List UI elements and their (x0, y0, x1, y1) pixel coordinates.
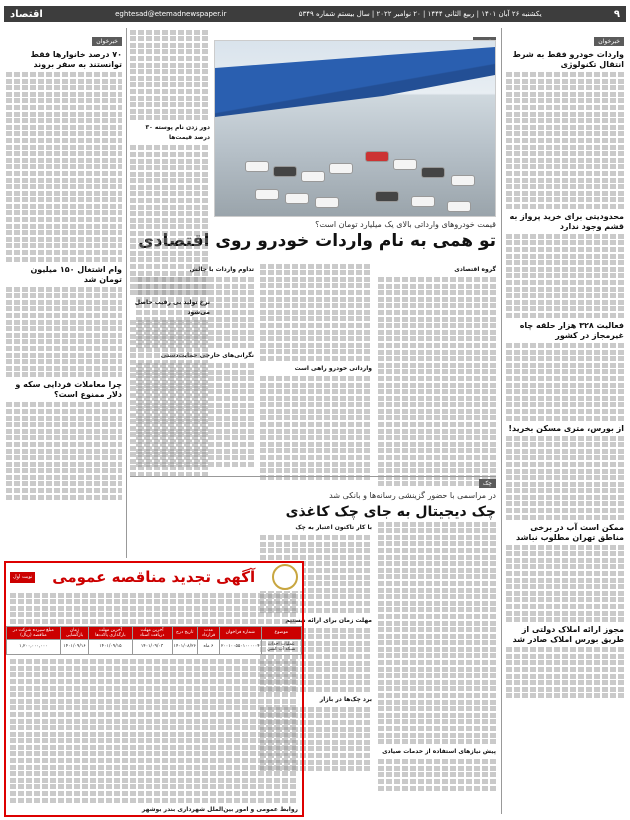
story-title: محدودیتی برای خرید پرواز به قشم وجود ندارد (509, 211, 624, 231)
story-body (506, 343, 624, 421)
kicker: قیمت خودروهای وارداتی بالای یک میلیارد تومان است؟ (315, 220, 496, 229)
table-cell: ۱۴۰۱/۰۹/۰۳ (132, 639, 172, 654)
subhead: گروه اقتصادی (454, 266, 496, 273)
cargo-ship-image (215, 47, 495, 117)
date-line: یکشنبه ۲۶ آبان ۱۴۰۱ | ربیع الثانی ۱۴۴۴ | ۲۰ نوامبر ۲۰۲۲ | سال بیستم شماره ۵۳۴۹ (298, 10, 542, 18)
car-image (329, 163, 353, 174)
table-header: موضوع (261, 626, 301, 639)
headline: تو همی به نام واردات خودرو روی اقتصادی (138, 231, 496, 251)
headline: چک دیجیتال به جای چک کاغذی (285, 504, 496, 520)
table-header: آخرین مهلت بارگذاری پاکت‌ها (89, 626, 132, 639)
car-image (245, 161, 269, 172)
story-title: مجوز ارائه املاک دولتی از طریق بورس املاک صادر شد (512, 625, 624, 645)
car-image (285, 193, 309, 204)
story-title: فعالیت ۳۲۸ هزار حلقه چاه غیرمجاز در کشور (519, 321, 624, 340)
ad-footer: روابط عمومی و امور بین‌الملل شهرداری بندر بوشهر (141, 806, 298, 814)
tender-advertisement (4, 561, 304, 817)
table-cell: ۱۴۰۱/۰۸/۲۶ (172, 639, 197, 654)
story-title: چرا معاملات فردایی سکه و دلار ممنوع است؟ (15, 380, 122, 400)
kicker: در مراسمی با حضور گزینشی رسانه‌ها و بانکی شد (329, 491, 496, 500)
car-image (375, 191, 399, 202)
column-label: خبرخوان (92, 37, 122, 46)
subhead: پیش نیازهای استفاده از خدمات صیادی (382, 748, 496, 756)
story-title: ممکن است آب در برخی مناطق تهران مطلوب نباشد (516, 522, 624, 542)
story-body (506, 647, 624, 698)
table-header: آخرین مهلت دریافت اسناد (132, 626, 172, 639)
main-text-col-2 (260, 262, 372, 481)
tender-table (6, 626, 302, 655)
section-title: اقتصاد (10, 8, 43, 20)
car-image (301, 171, 325, 182)
car-image (273, 166, 297, 177)
ad-title: آگهی تجدید مناقصه عمومی (52, 568, 256, 586)
story-title: واردات خودرو فقط به شرط انتقال تکنولوژی (512, 50, 624, 69)
car-image (411, 196, 435, 207)
ad-badge: نوبت اول (10, 572, 35, 583)
main-text-col-1 (378, 262, 496, 488)
story-body (506, 436, 624, 520)
table-header: زمان بازگشایی (60, 626, 88, 639)
car-image (447, 201, 471, 212)
table-cell: ۶ ماه (197, 639, 219, 654)
column-divider (126, 28, 127, 558)
story-body (506, 72, 624, 209)
ad-terms (6, 655, 302, 803)
ad-header (6, 563, 302, 591)
cheque-story (212, 470, 496, 524)
subhead: دور زدن نام پوسته ۳۰ درصد قیمت‌ها (145, 124, 210, 142)
subhead: وارداتی خودرو راهی است (294, 364, 372, 372)
story-title: ۷۰ درصد خانوارها فقط توانستند به سفر بروند (30, 50, 122, 69)
car-image (365, 151, 389, 162)
subhead: مهلت زمان برای ارائه نیستیم (285, 616, 372, 624)
table-header: مبلغ سپرده شرکت در مناقصه (ریال) (7, 626, 61, 639)
table-header: مدت قرارداد (197, 626, 219, 639)
left-column (6, 28, 122, 501)
subhead: تداوم واردات با چالش (189, 266, 254, 273)
car-image (451, 175, 475, 186)
story-title: از بورس، متری مسکن بخرید! (508, 423, 624, 433)
subhead: نرخ تولید بی رقیب حاصل می‌شود (134, 299, 210, 317)
table-cell: عملیات احداث شبکه آب کشی (261, 639, 301, 654)
column-label: خبرخوان (594, 37, 624, 46)
subhead: نگرانی‌های خارجی حمایت‌دستی (160, 351, 254, 359)
main-text-col-4 (130, 28, 210, 479)
table-cell: ۱۴۰۱/۰۹/۱۵ (89, 639, 132, 654)
header-bar (4, 6, 626, 22)
section-label: چک (479, 479, 496, 488)
table-row (7, 639, 302, 654)
column-divider (501, 28, 502, 814)
story-title: وام اشتغال ۱۵۰ میلیون تومان شد (30, 264, 122, 284)
story-body (506, 545, 624, 623)
table-header: شماره فراخوان (219, 626, 261, 639)
table-cell: ۱۴۰۱/۰۹/۱۶ (60, 639, 88, 654)
car-image (255, 189, 279, 200)
car-image (315, 197, 339, 208)
car-image (393, 159, 417, 170)
page-number: ۹ (613, 8, 620, 20)
story-body (506, 234, 624, 318)
car-shipment-photo (214, 40, 496, 217)
subhead: برد چک‌ها در بازار (319, 695, 372, 703)
car-image (421, 167, 445, 178)
table-cell: ۲۰۰۱۰۰۵۵۰۱۰۰۰۰۰۴ (219, 639, 261, 654)
cheque-text-col-1 (378, 520, 496, 792)
table-header: تاریخ درج (172, 626, 197, 639)
email: eghtesad@etemadnewspaper.ir (115, 10, 227, 18)
right-column (506, 28, 624, 700)
ad-intro (6, 593, 302, 624)
table-cell: ۱,۲۰۰,۰۰۰,۰۰۰ (7, 639, 61, 654)
municipality-logo (272, 564, 298, 590)
subhead: با کار تاکنون اعتبار به چک (295, 524, 372, 531)
